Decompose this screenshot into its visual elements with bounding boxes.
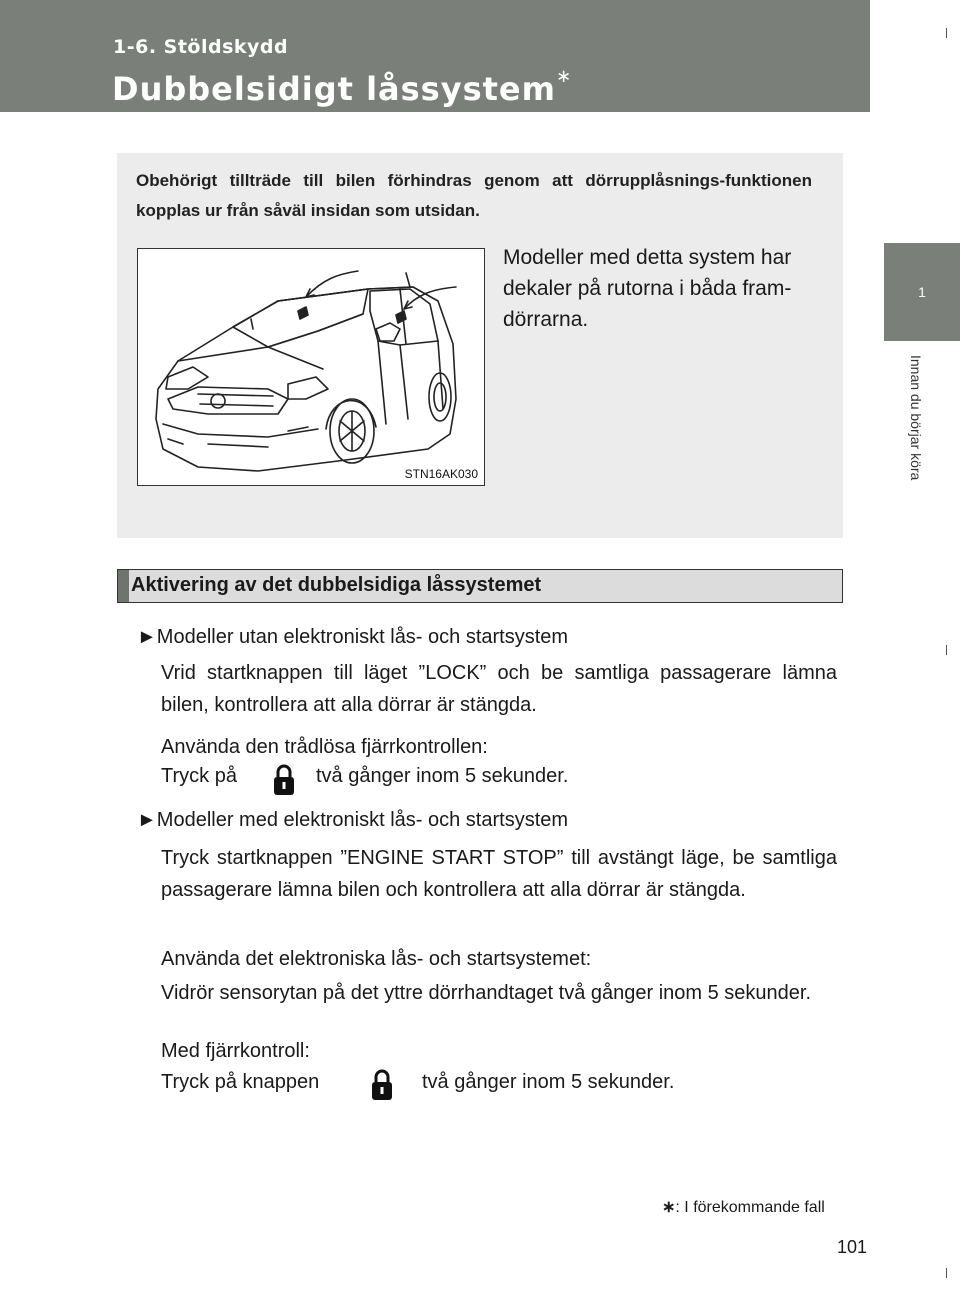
section-heading bbox=[117, 569, 843, 603]
figure-code: STN16AK030 bbox=[404, 467, 478, 481]
footnote-text: : I förekommande fall bbox=[675, 1199, 825, 1216]
lock-icon bbox=[272, 763, 296, 797]
car-drawing bbox=[138, 249, 484, 485]
crop-mark bbox=[946, 28, 947, 38]
item2-remote-label: Med fjärrkontroll: bbox=[161, 1040, 310, 1062]
item1-press-prefix: Tryck på bbox=[161, 765, 237, 787]
page-title bbox=[112, 66, 573, 108]
item2-system-text: Vidrör sensorytan på det yttre dörrhandtaget två gånger inom 5 sekunder. bbox=[161, 982, 812, 1004]
footnote-mark: ∗ bbox=[662, 1199, 676, 1216]
chapter-tab[interactable]: 1 bbox=[884, 243, 960, 341]
chapter-tab-title: Innan du börjar köra bbox=[908, 355, 924, 481]
bullet-marker: ► bbox=[137, 626, 157, 648]
intro-text: Obehörigt tillträde till bilen förhindras genom att dörrupplåsnings-funktionen kopplas ur från såväl insidan som utsidan. bbox=[136, 171, 812, 220]
item1-title-text: Modeller utan elektroniskt lås- och startsystem bbox=[156, 626, 569, 648]
item1-remote-label: Använda den trådlösa fjärrkontrollen: bbox=[161, 736, 488, 758]
item2-system-label: Använda det elektroniska lås- och startsystemet: bbox=[161, 948, 592, 970]
section-heading-text: Aktivering av det dubbelsidiga låssystemet bbox=[131, 574, 542, 596]
chapter-header bbox=[0, 0, 870, 112]
footnote bbox=[662, 1197, 825, 1217]
crop-mark bbox=[946, 645, 947, 655]
section-label: 1-6. Stöldskydd bbox=[113, 36, 289, 58]
lock-icon bbox=[370, 1068, 394, 1102]
item2-title bbox=[137, 809, 568, 832]
item2-press-prefix: Tryck på knappen bbox=[161, 1071, 320, 1093]
car-illustration bbox=[137, 248, 485, 486]
bullet-marker: ► bbox=[137, 809, 157, 831]
title-footnote-mark: ∗ bbox=[555, 66, 573, 88]
item1-text: Vrid startknappen till läget ”LOCK” och be samtliga passagerare lämna bilen, kontrollera att alla dörrar är stängda. bbox=[161, 662, 837, 716]
item2-text: Tryck startknappen ”ENGINE START STOP” till avstängt läge, be samtliga passagerare lämna bilen och kontrollera att alla dörrar är stängda. bbox=[161, 847, 837, 901]
item1-press-suffix: två gånger inom 5 sekunder. bbox=[316, 765, 569, 787]
item2-press-suffix: två gånger inom 5 sekunder. bbox=[422, 1071, 675, 1093]
item1-title bbox=[137, 626, 568, 649]
item2-title-text: Modeller med elektroniskt lås- och startsystem bbox=[156, 809, 569, 831]
crop-mark bbox=[946, 1268, 947, 1278]
page-title-text: Dubbelsidigt låssystem bbox=[112, 70, 556, 108]
heading-accent-bar bbox=[118, 570, 129, 602]
page-number: 101 bbox=[837, 1237, 868, 1257]
figure-caption: Modeller med detta system har dekaler på rutorna i båda fram-dörrarna. bbox=[503, 246, 792, 331]
